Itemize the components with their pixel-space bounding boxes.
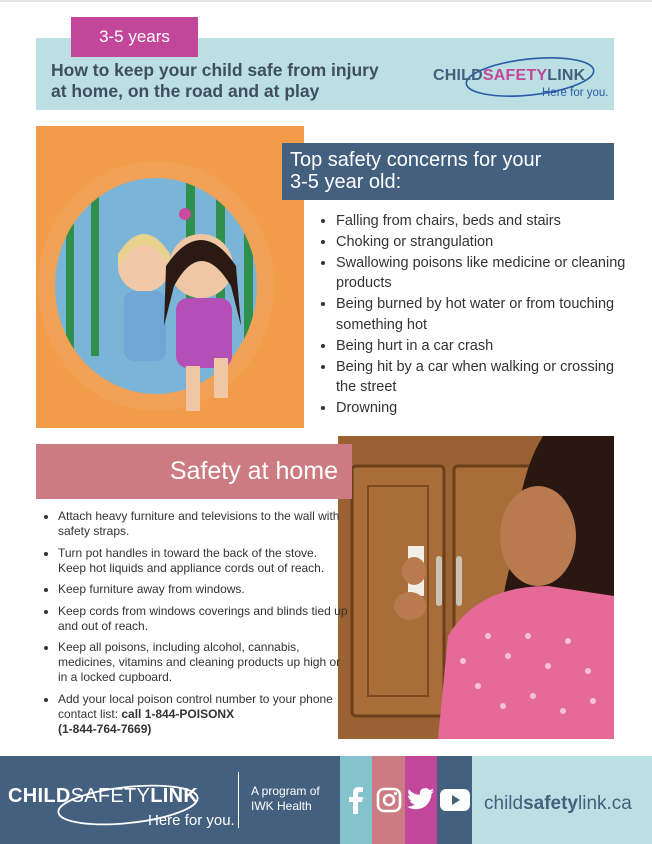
logo-child-text: CHILD (433, 67, 483, 84)
footer-logo-wordmark (8, 785, 198, 808)
concerns-heading-line-1: Top safety concerns for your (290, 149, 542, 171)
footer-brand-panel (0, 756, 340, 844)
playground-photo (36, 126, 304, 428)
footer-logo-child: CHILD (8, 785, 71, 807)
youtube-link[interactable] (437, 756, 472, 844)
concern-item: • Drowning (336, 398, 632, 419)
concern-item: • Swallowing poisons like medicine or cleaning products (336, 253, 632, 295)
instagram-link[interactable] (372, 756, 405, 844)
footer-childsafetylink-logo[interactable] (8, 783, 233, 833)
footer-logo-safety: SAFETY (70, 785, 151, 807)
safety-at-home-heading: Safety at home (36, 444, 352, 499)
youtube-icon (440, 789, 470, 811)
footer (0, 756, 652, 844)
childsafetylink-logo[interactable] (430, 55, 610, 105)
concern-item: • Being hurt in a car crash (336, 336, 632, 357)
headline-line-1: How to keep your child safe from injury (51, 60, 379, 80)
facebook-icon (348, 786, 364, 814)
program-note (251, 784, 339, 814)
poison-control-text: Add your local poison control number to your phone contact list: (58, 691, 333, 721)
headline-line-2: at home, on the road and at play (51, 81, 320, 101)
top-rule (0, 0, 652, 2)
instagram-icon (376, 787, 402, 813)
footer-logo-link: LINK (150, 785, 199, 807)
home-item: • Keep all poisons, including alcohol, cannabis, medicines, vitamins and cleaning products up high or in a locked cupboard. (58, 640, 348, 685)
twitter-link[interactable] (405, 756, 437, 844)
program-line-2: IWK Health (251, 799, 312, 813)
url-prefix: child (484, 793, 524, 814)
age-tab: 3-5 years (71, 17, 198, 57)
logo-tagline: Here for you. (542, 87, 609, 99)
cabinet-latch-photo (338, 436, 614, 739)
home-item: • Keep furniture away from windows. (58, 582, 348, 597)
concern-item: • Falling from chairs, beds and stairs (336, 211, 632, 232)
facebook-link[interactable] (340, 756, 372, 844)
concern-item: • Being burned by hot water or from touching something hot (336, 294, 632, 336)
concern-item: • Choking or strangulation (336, 232, 632, 253)
playground-children-image (36, 126, 304, 428)
home-item-poison-control (58, 692, 348, 737)
poison-control-phone: (1-844-764-7669) (58, 721, 152, 736)
url-suffix: link.ca (578, 793, 632, 814)
home-item: • Keep cords from windows coverings and blinds tied up and out of reach. (58, 604, 348, 634)
footer-divider (238, 772, 239, 828)
concerns-heading-line-2: 3-5 year old: (290, 171, 402, 193)
logo-wordmark (433, 67, 585, 85)
poison-control-number: call 1-844-POISONX (121, 706, 235, 721)
program-line-1: A program of (251, 784, 320, 798)
website-link[interactable] (484, 793, 632, 815)
concerns-heading (282, 143, 614, 200)
url-bold: safety (523, 793, 578, 814)
concerns-list (318, 211, 632, 419)
girl-cabinet-image (338, 436, 614, 739)
logo-safety-text: SAFETY (482, 67, 548, 84)
twitter-icon (407, 788, 435, 812)
footer-logo-tagline: Here for you. (148, 812, 235, 829)
logo-link-text: LINK (547, 67, 586, 84)
concern-item: • Being hit by a car when walking or crossing the street (336, 357, 632, 399)
page-headline (51, 60, 431, 102)
home-item: • Attach heavy furniture and televisions to the wall with safety straps. (58, 509, 348, 539)
home-item: • Turn pot handles in toward the back of the stove. Keep hot liquids and appliance cords out of reach. (58, 546, 348, 576)
home-safety-list (42, 509, 348, 737)
